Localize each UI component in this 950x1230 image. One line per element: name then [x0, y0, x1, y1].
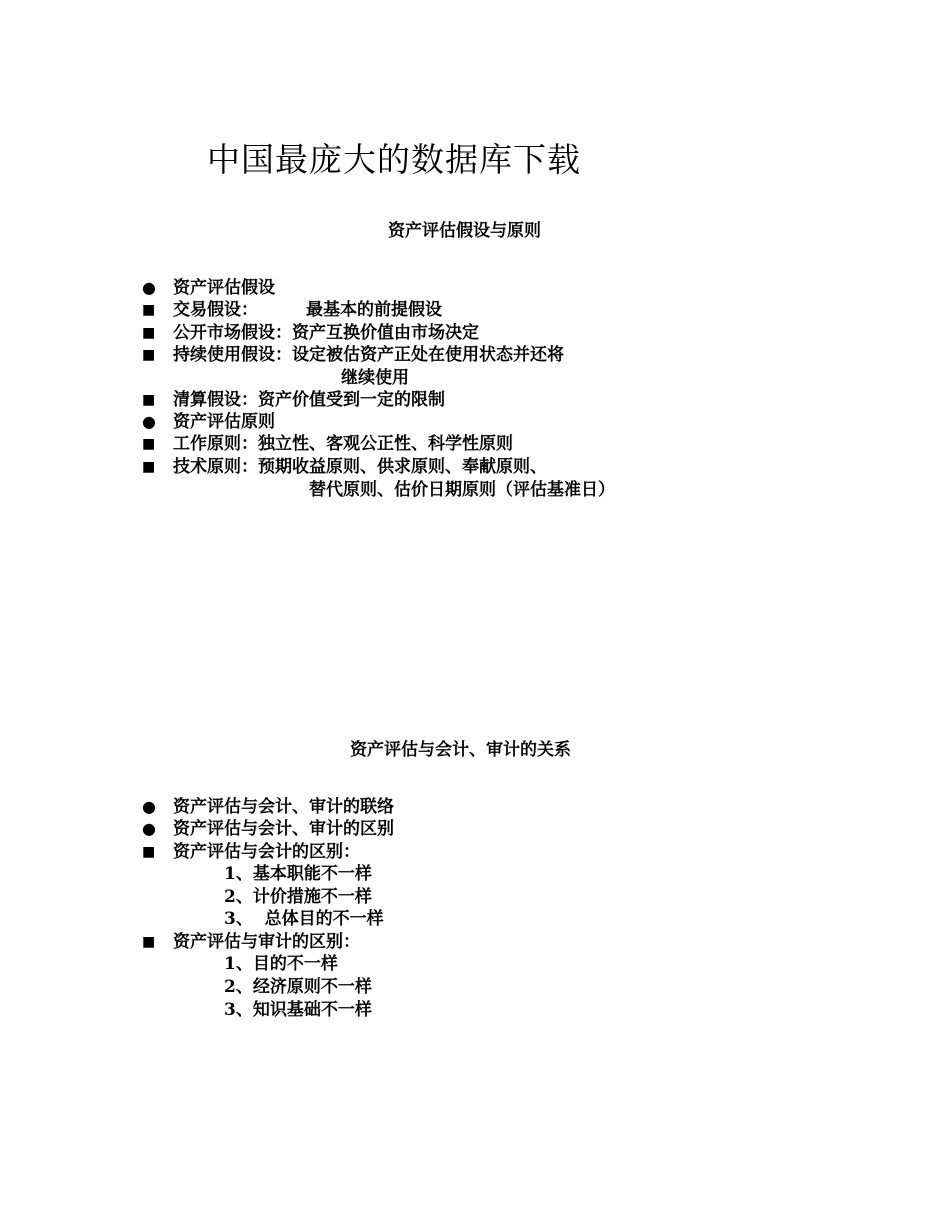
bullet-square-icon: ■ — [142, 934, 156, 950]
section-heading: 资产评估假设与原则 — [388, 221, 541, 241]
list-item-text: 清算假设：资产价值受到一定的限制 — [173, 390, 445, 410]
numbered-subitem: 2、计价措施不一样 — [224, 887, 372, 907]
list-item-text: 公开市场假设：资产互换价值由市场决定 — [173, 323, 479, 343]
list-item-text: 技术原则：预期收益原则、供求原则、奉献原则、 — [173, 457, 547, 477]
bullet-dot-icon: ● — [142, 797, 156, 816]
list-item-text: 最基本的前提假设 — [306, 300, 442, 320]
list-item-text: 工作原则：独立性、客观公正性、科学性原则 — [173, 434, 513, 454]
list-item-continuation: 替代原则、估价日期原则（评估基准日） — [309, 480, 615, 500]
numbered-subitem: 1、基本职能不一样 — [224, 864, 372, 884]
list-item-text: 资产评估与审计的区别： — [173, 932, 360, 952]
bullet-square-icon: ■ — [142, 347, 156, 363]
list-item-text: 资产评估与会计、审计的联络 — [173, 797, 394, 817]
bullet-dot-icon: ● — [142, 412, 156, 431]
list-item-label: 交易假设： — [173, 300, 258, 320]
numbered-subitem: 3、知识基础不一样 — [224, 1000, 372, 1020]
bullet-square-icon: ■ — [142, 459, 156, 475]
numbered-subitem: 3、 总体目的不一样 — [224, 909, 384, 929]
bullet-dot-icon: ● — [142, 819, 156, 838]
bullet-dot-icon: ● — [142, 278, 156, 297]
list-item-text: 资产评估与会计、审计的区别 — [173, 819, 394, 839]
numbered-subitem: 1、目的不一样 — [224, 954, 338, 974]
bullet-square-icon: ■ — [142, 844, 156, 860]
list-item-continuation: 继续使用 — [341, 368, 409, 388]
bullet-square-icon: ■ — [142, 302, 156, 318]
bullet-square-icon: ■ — [142, 392, 156, 408]
document-title: 中国最庞大的数据库下载 — [207, 140, 581, 179]
list-item-text: 持续使用假设：设定被估资产正处在使用状态并还将 — [173, 345, 564, 365]
numbered-subitem: 2、经济原则不一样 — [224, 977, 372, 997]
bullet-square-icon: ■ — [142, 436, 156, 452]
list-item-text: 资产评估原则 — [173, 412, 275, 432]
list-item-text: 资产评估与会计的区别： — [173, 842, 360, 862]
bullet-square-icon: ■ — [142, 325, 156, 341]
section-heading: 资产评估与会计、审计的关系 — [350, 740, 571, 760]
list-item-text: 资产评估假设 — [173, 278, 275, 298]
